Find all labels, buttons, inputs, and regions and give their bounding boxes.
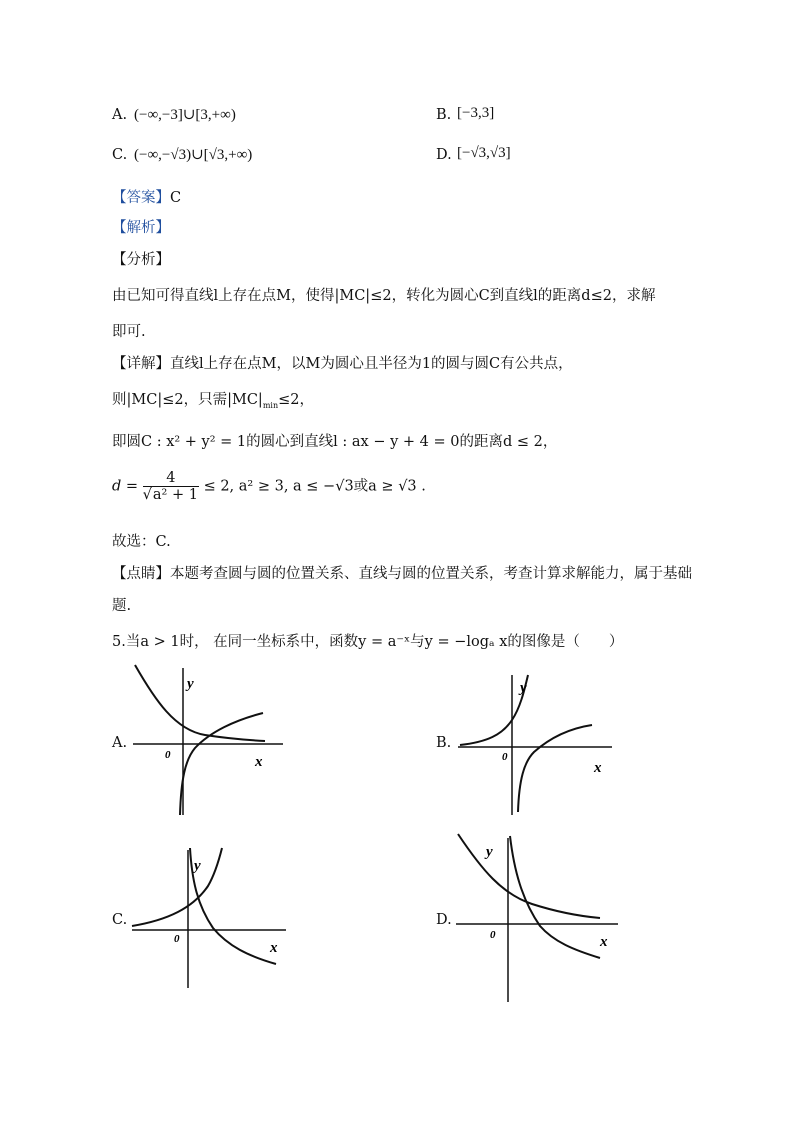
graph-d <box>452 830 624 1005</box>
graph-a <box>125 660 295 820</box>
formula-rhs: ≤ 2, a² ≥ 3, a ≤ −√3或a ≥ √3 . <box>203 478 426 495</box>
graph-b-y-label: y <box>520 680 527 696</box>
graph-b-letter: B. <box>436 735 452 751</box>
choose-line: 故选：C. <box>112 534 171 550</box>
formula-fraction <box>143 470 199 503</box>
graph-c-origin: 0 <box>174 933 180 945</box>
graph-b-curve-log <box>518 725 592 812</box>
graph-b-origin: 0 <box>502 751 508 763</box>
graph-a-curve-log <box>180 713 263 815</box>
graph-d-y-label: y <box>486 844 493 860</box>
graph-c <box>128 842 293 992</box>
q5-stem: 5.当a > 1时， 在同一坐标系中，函数y = a⁻ˣ与y = −logₐ x的图像是（ ） <box>112 634 624 650</box>
fenxi-line2: 即可. <box>112 324 146 340</box>
radicand: a² + 1 <box>152 487 198 503</box>
graph-a-y-label: y <box>187 676 194 692</box>
detail-line4 <box>112 470 426 503</box>
graph-d-x-label: x <box>600 934 608 950</box>
fenxi-tag: 【分析】 <box>112 252 170 268</box>
option-a-expr: (−∞,−3]∪[3,+∞) <box>134 107 236 123</box>
detail-line3: 即圆C : x² + y² = 1的圆心到直线l : ax − y + 4 = 0的距离d ≤ 2， <box>112 434 558 450</box>
graph-a-x-label: x <box>255 754 263 770</box>
graph-d-curve-log <box>510 836 600 958</box>
option-b-letter: B. <box>436 107 452 123</box>
graph-c-y-label: y <box>194 858 201 874</box>
fraction-numerator: 4 <box>143 470 199 487</box>
answer-line <box>112 186 181 207</box>
option-a-letter: A. <box>112 107 128 123</box>
detail-line2 <box>112 388 314 410</box>
fraction-denominator: √a² + 1 <box>142 487 198 503</box>
graph-c-letter: C. <box>112 912 128 928</box>
comment-tag: 【点睛】 <box>112 566 170 582</box>
detail-line2-a: 则|MC|≤2，只需|MC| <box>112 392 263 408</box>
graph-d-origin: 0 <box>490 929 496 941</box>
comment-line1 <box>112 562 692 583</box>
formula-lhs: d = <box>112 478 139 495</box>
fenxi-line1: 由已知可得直线l上存在点M，使得|MC|≤2，转化为圆心C到直线l的距离d≤2，求解 <box>112 288 656 304</box>
detail-line2-b: ≤2， <box>278 392 314 408</box>
graph-a-curve-decay <box>135 665 265 741</box>
detail-line1 <box>112 352 573 373</box>
analysis-tag: 【解析】 <box>112 220 170 236</box>
option-b-expr: [−3,3] <box>457 105 495 121</box>
graph-a-letter: A. <box>112 735 128 751</box>
graph-c-x-label: x <box>270 940 278 956</box>
answer-value: C <box>170 190 182 206</box>
graph-b-x-label: x <box>594 760 602 776</box>
graph-d-letter: D. <box>436 912 452 928</box>
option-d-expr: [−√3,√3] <box>457 145 511 161</box>
detail-text1: 直线l上存在点M，以M为圆心且半径为1的圆与圆C有公共点， <box>170 356 573 372</box>
detail-line2-sub: min <box>262 400 279 410</box>
graph-a-origin: 0 <box>165 749 171 761</box>
graph-c-curve-growth <box>132 848 222 926</box>
option-c-expr: (−∞,−√3)∪[√3,+∞) <box>134 147 253 163</box>
option-d-letter: D. <box>436 147 452 163</box>
comment-line2: 题. <box>112 598 132 614</box>
graph-c-curve-decay <box>190 848 276 964</box>
option-c-letter: C. <box>112 147 128 163</box>
answer-tag: 【答案】 <box>112 190 170 206</box>
graph-b-curve-growth <box>460 675 528 745</box>
detail-tag: 【详解】 <box>112 356 170 372</box>
graph-b <box>452 670 622 820</box>
comment-text1: 本题考查圆与圆的位置关系、直线与圆的位置关系，考查计算求解能力，属于基础 <box>170 566 692 582</box>
